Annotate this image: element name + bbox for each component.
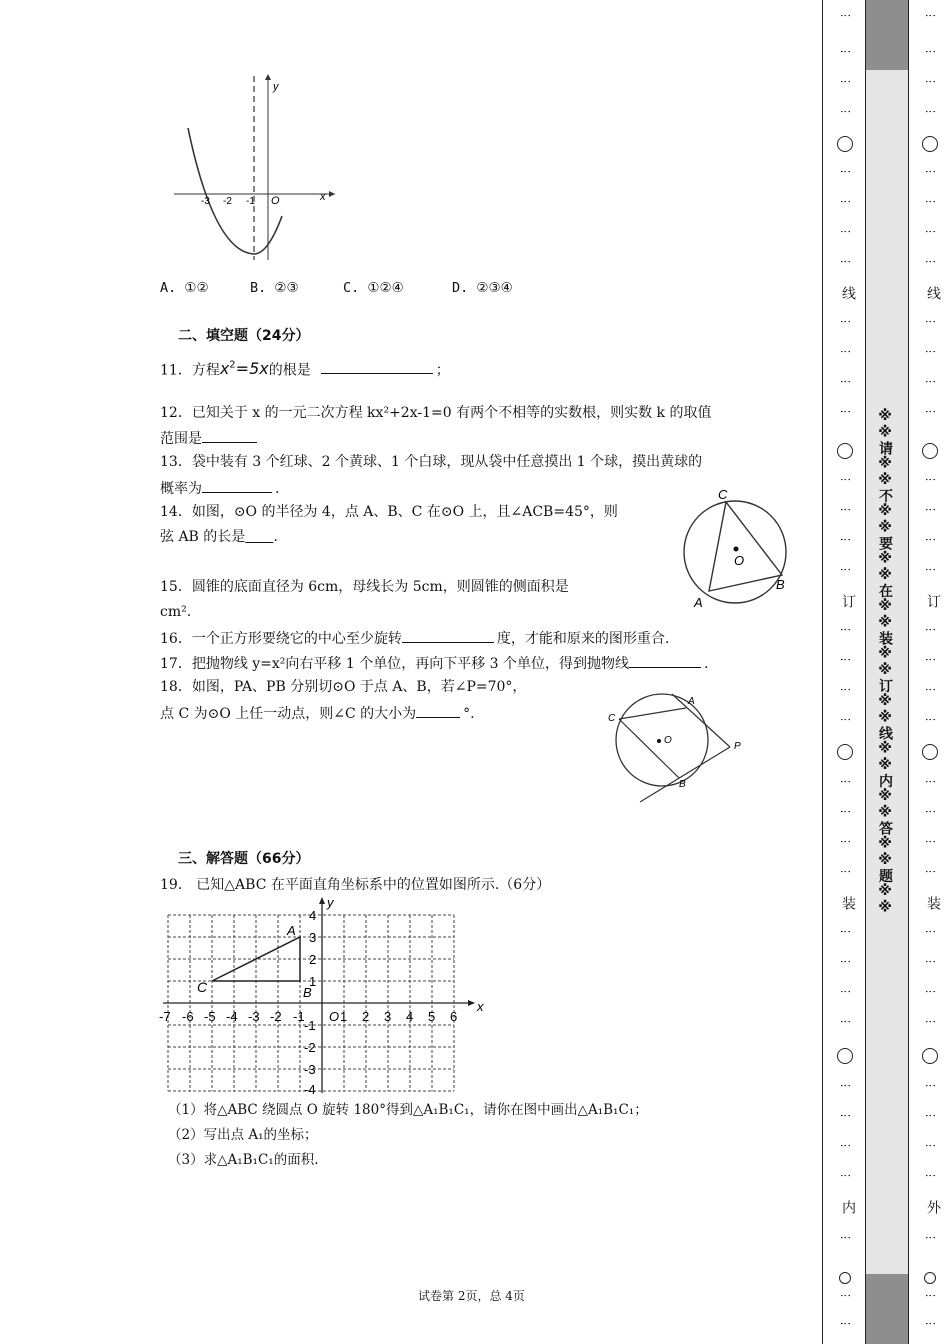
inner-label-nei: 内 bbox=[840, 1200, 856, 1214]
inner-dots: ⋮ bbox=[839, 1318, 852, 1329]
q14-end: . bbox=[273, 529, 278, 545]
y-tick: -2 bbox=[304, 1040, 316, 1055]
q10-option-c: C. ①②④ bbox=[343, 280, 404, 296]
q11-num: 11．方程 bbox=[160, 362, 220, 379]
outer-dots: ⋮ bbox=[924, 46, 937, 57]
outer-dots: ⋮ bbox=[924, 776, 937, 787]
grid-y-label: y bbox=[327, 895, 334, 910]
outer-dots: ⋮ bbox=[924, 866, 937, 877]
y-tick: 4 bbox=[309, 908, 317, 923]
section3-title: 三、解答题（66分） bbox=[178, 851, 310, 867]
x-tick: 1 bbox=[340, 1009, 348, 1024]
y-tick: -1 bbox=[304, 1018, 316, 1033]
y-tick: -3 bbox=[304, 1062, 316, 1077]
q11-formula-exp: 2 bbox=[229, 360, 236, 371]
parabola-x-label: x bbox=[320, 191, 326, 203]
grid-point-a: A bbox=[287, 923, 296, 938]
inner-dots: ⋮ bbox=[839, 926, 852, 937]
q12-answer-blank[interactable] bbox=[202, 428, 257, 443]
inner-dots: ⋮ bbox=[839, 1080, 852, 1091]
outer-label-wai: 外 bbox=[925, 1200, 941, 1214]
x-tick: 6 bbox=[450, 1009, 458, 1024]
outer-dots: ⋮ bbox=[924, 926, 937, 937]
circle2-label-p: P bbox=[734, 741, 741, 752]
inner-dots: ⋮ bbox=[839, 76, 852, 87]
x-tick: -3 bbox=[248, 1009, 260, 1024]
x-tick: 4 bbox=[406, 1009, 414, 1024]
coordinate-grid-figure bbox=[155, 895, 495, 1095]
q11 bbox=[160, 357, 450, 379]
q18-answer-blank[interactable] bbox=[416, 703, 460, 718]
inner-dots: ⋮ bbox=[839, 564, 852, 575]
inner-hole-circle bbox=[839, 1272, 851, 1284]
inner-dots: ⋮ bbox=[839, 256, 852, 267]
parabola-origin: O bbox=[271, 195, 280, 207]
inner-dots: ⋮ bbox=[839, 534, 852, 545]
inner-dots: ⋮ bbox=[839, 10, 852, 21]
inner-dots: ⋮ bbox=[839, 986, 852, 997]
inner-dots: ⋮ bbox=[839, 624, 852, 635]
inner-dots: ⋮ bbox=[839, 474, 852, 485]
outer-dots: ⋮ bbox=[924, 806, 937, 817]
outer-dots: ⋮ bbox=[924, 504, 937, 515]
binding-cap-top bbox=[866, 0, 908, 70]
q16-answer-blank[interactable] bbox=[402, 628, 494, 643]
inner-hole-circle bbox=[837, 443, 853, 459]
outer-dots: ⋮ bbox=[924, 166, 937, 177]
parabola-y-label: y bbox=[273, 81, 279, 93]
inner-dots: ⋮ bbox=[839, 836, 852, 847]
inner-dots: ⋮ bbox=[839, 1232, 852, 1243]
circle1-label-b: B bbox=[776, 577, 785, 592]
q19-sub1: （1）将△ABC 绕圆点 O 旋转 180°得到△A₁B₁C₁，请你在图中画出△A₁B₁C₁； bbox=[168, 1102, 648, 1118]
outer-dots: ⋮ bbox=[924, 534, 937, 545]
circle1-label-c: C bbox=[718, 487, 728, 502]
x-tick: -7 bbox=[159, 1009, 171, 1024]
q17-text: 17．把抛物线 y=x²向右平移 1 个单位，再向下平移 3 个单位，得到抛物线 bbox=[160, 656, 630, 672]
grid-point-b: B bbox=[303, 985, 312, 1000]
inner-dots: ⋮ bbox=[839, 406, 852, 417]
outer-hole-circle bbox=[922, 136, 938, 152]
x-tick: -4 bbox=[226, 1009, 238, 1024]
q11-formula-base: x bbox=[219, 359, 230, 379]
page-footer: 试卷第 2页，总 4页 bbox=[418, 1289, 525, 1303]
q16-text: 16．一个正方形要绕它的中心至少旋转 bbox=[160, 631, 402, 647]
binding-cap-bottom bbox=[866, 1274, 908, 1344]
y-tick: -4 bbox=[304, 1082, 316, 1095]
grid-x-label: x bbox=[477, 999, 484, 1014]
x-tick: -5 bbox=[204, 1009, 216, 1024]
x-tick: 2 bbox=[362, 1009, 370, 1024]
circle-acb-figure bbox=[678, 486, 798, 610]
outer-dots: ⋮ bbox=[924, 956, 937, 967]
y-tick: 3 bbox=[309, 930, 317, 945]
inner-dots: ⋮ bbox=[839, 1016, 852, 1027]
q13-line2: 概率为 bbox=[160, 481, 202, 497]
q10-option-b: B. ②③ bbox=[250, 280, 299, 296]
outer-dots: ⋮ bbox=[924, 316, 937, 327]
outer-dots: ⋮ bbox=[924, 1110, 937, 1121]
q14-line1: 14．如图，⊙O 的半径为 4，点 A、B、C 在⊙O 上，且∠ACB=45°，则 bbox=[160, 504, 618, 520]
inner-dots: ⋮ bbox=[839, 1110, 852, 1121]
outer-dots: ⋮ bbox=[924, 1016, 937, 1027]
outer-dots: ⋮ bbox=[924, 714, 937, 725]
inner-dots: ⋮ bbox=[839, 46, 852, 57]
q12-line2: 范围是 bbox=[160, 431, 202, 447]
outer-label-zhuang: 装 bbox=[925, 896, 941, 910]
q15-line1: 15．圆锥的底面直径为 6cm，母线长为 5cm，则圆锥的侧面积是 bbox=[160, 579, 569, 595]
circle2-label-a: A bbox=[688, 696, 695, 707]
q18-end: °. bbox=[463, 706, 475, 722]
q11-end: ； bbox=[435, 362, 450, 379]
outer-dots: ⋮ bbox=[924, 226, 937, 237]
inner-dots: ⋮ bbox=[839, 376, 852, 387]
inner-hole-circle bbox=[837, 744, 853, 760]
inner-dots: ⋮ bbox=[839, 226, 852, 237]
inner-dots: ⋮ bbox=[839, 684, 852, 695]
outer-dots: ⋮ bbox=[924, 684, 937, 695]
binding-notice-text: ※※请※※不※※要※※在※※装※※订※※线※※内※※答※※题※※ bbox=[877, 408, 893, 916]
x-tick: 5 bbox=[428, 1009, 436, 1024]
outer-dots: ⋮ bbox=[924, 1232, 937, 1243]
circle2-label-b: B bbox=[679, 779, 686, 790]
q19-sub2: （2）写出点 A₁的坐标； bbox=[168, 1127, 318, 1143]
q19-sub3: （3）求△A₁B₁C₁的面积. bbox=[168, 1152, 319, 1168]
outer-dots: ⋮ bbox=[924, 654, 937, 665]
q14-line2-wrap bbox=[160, 528, 278, 546]
x-tick: -1 bbox=[293, 1009, 305, 1024]
outer-dots: ⋮ bbox=[924, 10, 937, 21]
q13-end: . bbox=[275, 481, 280, 497]
q18-line2-wrap bbox=[160, 703, 475, 723]
q14-answer-blank[interactable]: ＿＿ bbox=[245, 529, 274, 545]
q16 bbox=[160, 628, 669, 648]
outer-dots: ⋮ bbox=[924, 376, 937, 387]
parabola-figure bbox=[170, 70, 340, 265]
inner-dots: ⋮ bbox=[839, 956, 852, 967]
x-tick: 3 bbox=[384, 1009, 392, 1024]
circle1-label-o: O bbox=[734, 553, 745, 568]
q12-line2-wrap bbox=[160, 428, 260, 448]
q13-line2-wrap bbox=[160, 478, 279, 498]
inner-dots: ⋮ bbox=[839, 106, 852, 117]
inner-dots: ⋮ bbox=[839, 346, 852, 357]
inner-dots: ⋮ bbox=[839, 776, 852, 787]
q11-suffix: 的根是 bbox=[268, 362, 311, 379]
x-tick: -2 bbox=[270, 1009, 282, 1024]
q13-line1: 13．袋中装有 3 个红球、2 个黄球、1 个白球，现从袋中任意摸出 1 个球，摸出黄球的 bbox=[160, 454, 703, 470]
q17-answer-blank[interactable] bbox=[629, 653, 701, 668]
circle1-label-a: A bbox=[694, 595, 703, 610]
q18-line2: 点 C 为⊙O 上任一动点，则∠C 的大小为 bbox=[160, 706, 417, 722]
circle2-label-o: O bbox=[664, 735, 672, 746]
grid-y-ticks bbox=[304, 908, 316, 1095]
inner-dots: ⋮ bbox=[839, 654, 852, 665]
inner-dots: ⋮ bbox=[839, 316, 852, 327]
grid-origin: O bbox=[329, 1009, 340, 1024]
outer-hole-circle bbox=[922, 744, 938, 760]
outer-dots: ⋮ bbox=[924, 1290, 937, 1301]
inner-hole-circle bbox=[837, 1048, 853, 1064]
circle-tangent-figure bbox=[602, 690, 752, 810]
outer-label-xian: 线 bbox=[925, 286, 941, 300]
inner-dots: ⋮ bbox=[839, 166, 852, 177]
outer-hole-circle bbox=[924, 1272, 936, 1284]
q11-formula bbox=[220, 359, 269, 378]
q14-line2: 弦 AB 的长是 bbox=[160, 529, 246, 545]
outer-label-ding: 订 bbox=[925, 594, 941, 608]
grid-point-c: C bbox=[197, 979, 208, 995]
parabola-tick-neg2: -2 bbox=[223, 196, 232, 207]
parabola-tick-neg1: -1 bbox=[246, 196, 255, 207]
q11-answer-blank[interactable] bbox=[321, 359, 433, 374]
inner-dots: ⋮ bbox=[839, 1140, 852, 1151]
q11-formula-rhs: =5x bbox=[235, 359, 269, 379]
outer-dots: ⋮ bbox=[924, 1140, 937, 1151]
q17-end: . bbox=[704, 656, 709, 672]
outer-dots: ⋮ bbox=[924, 106, 937, 117]
inner-dots: ⋮ bbox=[839, 714, 852, 725]
inner-dots: ⋮ bbox=[839, 1170, 852, 1181]
q12-line1: 12．已知关于 x 的一元二次方程 kx²+2x-1=0 有两个不相等的实数根，则实数 k 的取值 bbox=[160, 405, 712, 421]
outer-dots: ⋮ bbox=[924, 986, 937, 997]
section2-title: 二、填空题（24分） bbox=[178, 328, 310, 344]
outer-dots: ⋮ bbox=[924, 564, 937, 575]
binding-line-mid-right bbox=[908, 0, 909, 1344]
outer-dots: ⋮ bbox=[924, 256, 937, 267]
parabola-tick-neg3: -3 bbox=[201, 196, 210, 207]
outer-dots: ⋮ bbox=[924, 196, 937, 207]
outer-dots: ⋮ bbox=[924, 406, 937, 417]
outer-dots: ⋮ bbox=[924, 1080, 937, 1091]
outer-dots: ⋮ bbox=[924, 836, 937, 847]
outer-dots: ⋮ bbox=[924, 1318, 937, 1329]
inner-hole-circle bbox=[837, 136, 853, 152]
circle2-label-c: C bbox=[608, 713, 616, 724]
inner-label-ding: 订 bbox=[840, 594, 856, 608]
outer-hole-circle bbox=[922, 443, 938, 459]
outer-dots: ⋮ bbox=[924, 1170, 937, 1181]
q10-option-a: A. ①② bbox=[160, 280, 209, 296]
binding-line-left bbox=[822, 0, 823, 1344]
q18-line1: 18．如图，PA、PB 分别切⊙O 于点 A、B，若∠P=70°， bbox=[160, 679, 527, 695]
inner-label-zhuang: 装 bbox=[840, 896, 856, 910]
inner-label-xian: 线 bbox=[840, 286, 856, 300]
inner-dots: ⋮ bbox=[839, 1290, 852, 1301]
q13-answer-blank[interactable] bbox=[202, 478, 272, 493]
y-tick: 1 bbox=[309, 974, 317, 989]
x-tick: -6 bbox=[182, 1009, 194, 1024]
q16-end: 度，才能和原来的图形重合. bbox=[496, 631, 670, 647]
q15-line2: cm². bbox=[160, 604, 192, 620]
inner-dots: ⋮ bbox=[839, 504, 852, 515]
q19-line: 19． 已知△ABC 在平面直角坐标系中的位置如图所示.（6分） bbox=[160, 877, 551, 893]
inner-dots: ⋮ bbox=[839, 196, 852, 207]
outer-dots: ⋮ bbox=[924, 624, 937, 635]
outer-dots: ⋮ bbox=[924, 346, 937, 357]
inner-dots: ⋮ bbox=[839, 866, 852, 877]
q10-option-d: D. ②③④ bbox=[452, 280, 513, 296]
q17 bbox=[160, 653, 708, 673]
outer-dots: ⋮ bbox=[924, 474, 937, 485]
outer-dots: ⋮ bbox=[924, 76, 937, 87]
y-tick: 2 bbox=[309, 952, 317, 967]
outer-hole-circle bbox=[922, 1048, 938, 1064]
inner-dots: ⋮ bbox=[839, 806, 852, 817]
